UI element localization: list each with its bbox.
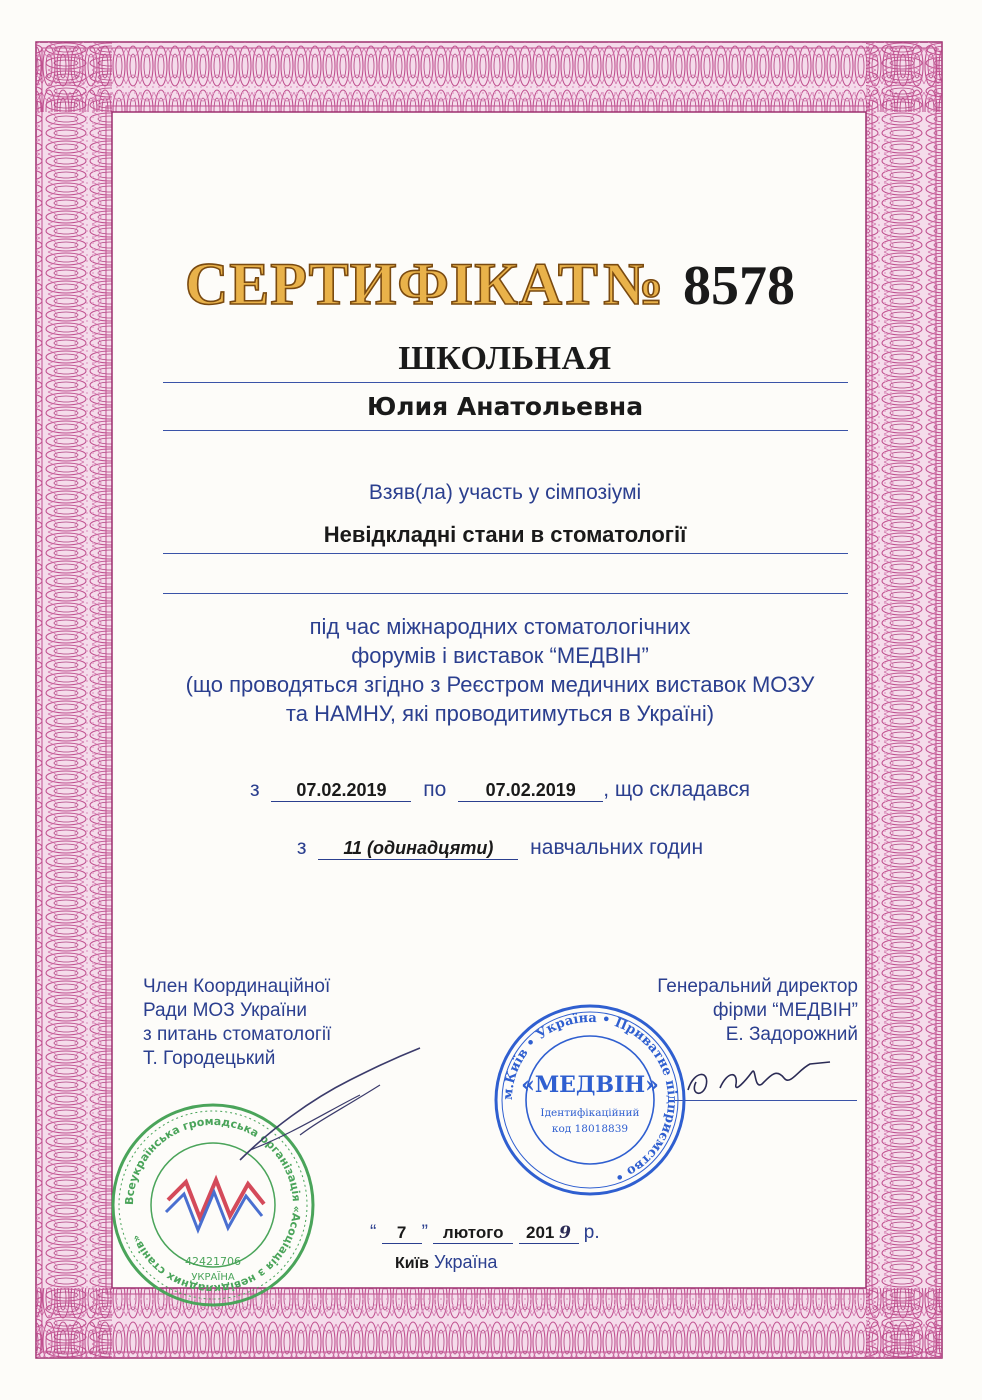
event-title: Невідкладні стани в стоматології (323, 522, 687, 547)
period-to-date: 07.02.2019 (458, 780, 603, 802)
issue-date-year-prefix: 201 (526, 1223, 555, 1242)
event-underline (163, 553, 848, 554)
medvin-stamp-ident-label: Ідентифікаційний (540, 1107, 640, 1119)
context-paragraph (130, 612, 870, 728)
right-signatory-name: Е. Задорожний (725, 1024, 858, 1045)
left-signatory-line-3: з питань стоматології (143, 1024, 332, 1045)
issue-date-month: лютого (433, 1223, 513, 1244)
association-stamp-country: УКРАЇНА (191, 1272, 235, 1283)
issue-date-row (370, 1222, 670, 1244)
period-from-date: 07.02.2019 (271, 780, 411, 802)
period-from-prefix: з (249, 778, 260, 801)
hours-row (150, 836, 850, 866)
issue-date-quote-close: ” (421, 1222, 428, 1243)
event-underline-2 (163, 593, 848, 594)
left-signatory-name: Т. Городецький (143, 1048, 276, 1069)
right-signature (680, 1050, 850, 1110)
hours-suffix: навчальних годин (530, 836, 704, 859)
certificate-title-word: СЕРТИФІКАТ (184, 251, 599, 317)
period-suffix: , що складався (603, 778, 751, 801)
place-country: Україна (433, 1252, 498, 1272)
medvin-stamp-code: код 18018839 (551, 1123, 629, 1135)
medvin-stamp-name: «МЕДВІН» (521, 1072, 659, 1098)
issue-date-quote-open: “ (370, 1222, 377, 1243)
hours-prefix: з (296, 836, 307, 859)
issue-date-year-abbrev: р. (583, 1222, 600, 1243)
medvin-stamp-ring-text: м.Київ • Україна • Приватне підприємство • (500, 1010, 680, 1185)
surname-underline (163, 382, 848, 383)
issue-date-day: 7 (382, 1223, 422, 1244)
hours-value: 11 (одинадцяти) (318, 838, 518, 860)
participation-text: Взяв(ла) участь у сімпозіумі (368, 481, 642, 504)
recipient-given-names: Юлия Анатольевна (366, 392, 644, 421)
certificate-number: 8578 (683, 255, 796, 317)
context-line-2: форумів і виставок “МЕДВІН” (351, 643, 649, 668)
number-sign: № (603, 251, 665, 317)
left-signatory-line-2: Ради МОЗ України (143, 1000, 307, 1021)
period-to-prefix: по (423, 778, 447, 801)
context-line-4: та НАМНУ, які проводитимуться в Україні) (285, 701, 715, 726)
issue-date-year (519, 1223, 579, 1244)
recipient-surname: ШКОЛЬНАЯ (398, 340, 612, 377)
association-logo-zigzag-blue (166, 1192, 262, 1230)
association-stamp-code: 42421706 (185, 1255, 241, 1268)
period-row (150, 778, 850, 808)
place-city: Київ (395, 1255, 429, 1272)
left-signatory-line-1: Член Координаційної (143, 976, 331, 997)
medvin-stamp (490, 1000, 690, 1200)
right-signatory-line-1: Генеральний директор (657, 976, 858, 997)
given-names-underline (163, 430, 848, 431)
context-line-1: під час міжнародних стоматологічних (309, 614, 691, 639)
place-row (395, 1252, 645, 1273)
association-stamp-ring-text: Всеукраїнська громадська організація «Асоціація з невідкладних станів» (122, 1114, 304, 1296)
right-signatory-line-2: фірми “МЕДВІН” (712, 1000, 858, 1021)
issue-date-year-suffix: 9 (559, 1223, 571, 1243)
left-signature (230, 1040, 430, 1170)
context-line-3: (що проводяться згідно з Реєстром медичних виставок МОЗУ (185, 672, 815, 697)
certificate-title (140, 250, 840, 320)
